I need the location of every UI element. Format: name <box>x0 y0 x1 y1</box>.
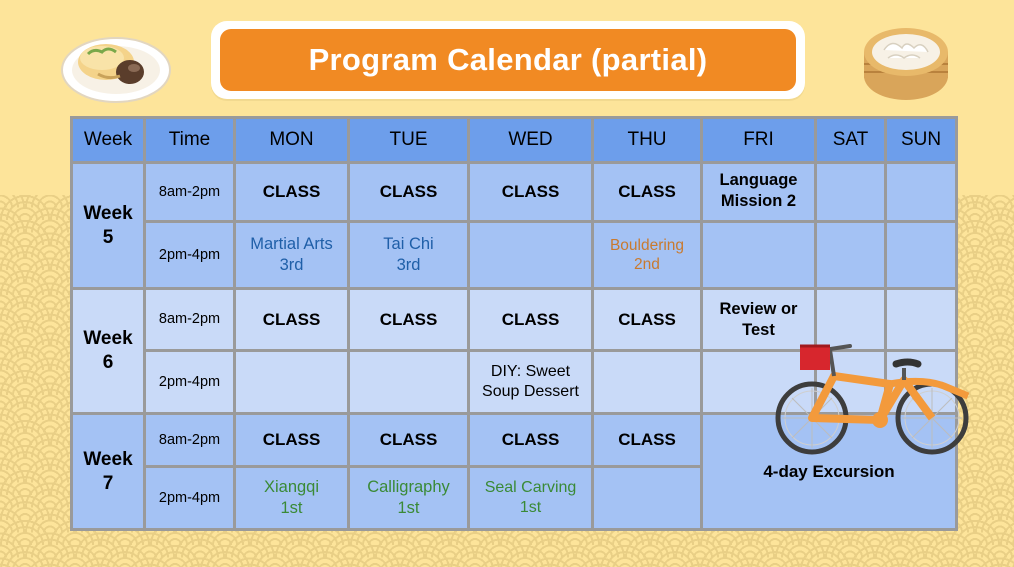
week-7-time-pm: 2pm-4pm <box>146 468 233 528</box>
header-fri: FRI <box>703 119 814 161</box>
week-5-sat-am <box>817 164 884 220</box>
header-tue: TUE <box>350 119 467 161</box>
page-title: Program Calendar (partial) <box>220 29 796 91</box>
header-sat: SAT <box>817 119 884 161</box>
calendar-table <box>70 116 958 531</box>
week-5-thu-pm: Bouldering 2nd <box>594 223 700 287</box>
week-7-mon-pm: Xiangqi 1st <box>236 468 347 528</box>
week-5-fri-am: Language Mission 2 <box>703 164 814 220</box>
header-mon: MON <box>236 119 347 161</box>
week-5-time-am: 8am-2pm <box>146 164 233 220</box>
week-5-label: Week 5 <box>73 164 143 287</box>
week-6-thu-am: CLASS <box>594 290 700 349</box>
week-5-wed-pm <box>470 223 591 287</box>
week-6-time-pm: 2pm-4pm <box>146 352 233 412</box>
dumpling-steamer-icon <box>858 16 954 104</box>
week-5-tue-pm: Tai Chi 3rd <box>350 223 467 287</box>
week-7-thu-pm <box>594 468 700 528</box>
header-time: Time <box>146 119 233 161</box>
bicycle-icon <box>772 340 972 458</box>
food-plate-icon <box>58 24 174 104</box>
week-5-thu-am: CLASS <box>594 164 700 220</box>
week-7-wed-pm: Seal Carving 1st <box>470 468 591 528</box>
week-5-time-pm: 2pm-4pm <box>146 223 233 287</box>
week-7-tue-pm: Calligraphy 1st <box>350 468 467 528</box>
week-6-wed-pm: DIY: Sweet Soup Dessert <box>470 352 591 412</box>
week-6-tue-pm <box>350 352 467 412</box>
week-7-label: Week 7 <box>73 415 143 528</box>
header-sun: SUN <box>887 119 955 161</box>
week-5-tue-am: CLASS <box>350 164 467 220</box>
week-7-tue-am: CLASS <box>350 415 467 465</box>
header-wed: WED <box>470 119 591 161</box>
excursion-label: 4-day Excursion <box>763 461 895 481</box>
week-7-mon-am: CLASS <box>236 415 347 465</box>
week-6-wed-am: CLASS <box>470 290 591 349</box>
week-5-fri-pm <box>703 223 814 287</box>
week-5-mon-am: CLASS <box>236 164 347 220</box>
week-5-sat-pm <box>817 223 884 287</box>
week-6-mon-am: CLASS <box>236 290 347 349</box>
week-6-thu-pm <box>594 352 700 412</box>
week-5-mon-pm: Martial Arts 3rd <box>236 223 347 287</box>
week-5-sun-pm <box>887 223 955 287</box>
week-5-wed-am: CLASS <box>470 164 591 220</box>
header-thu: THU <box>594 119 700 161</box>
title-card <box>211 21 805 99</box>
week-7-thu-am: CLASS <box>594 415 700 465</box>
week-6-label: Week 6 <box>73 290 143 412</box>
week-6-tue-am: CLASS <box>350 290 467 349</box>
week-7-time-am: 8am-2pm <box>146 415 233 465</box>
week-6-time-am: 8am-2pm <box>146 290 233 349</box>
week-7-wed-am: CLASS <box>470 415 591 465</box>
week-5-sun-am <box>887 164 955 220</box>
week-6-mon-pm <box>236 352 347 412</box>
week-6-fri-am: Review or Test <box>703 290 814 349</box>
header-week: Week <box>73 119 143 161</box>
